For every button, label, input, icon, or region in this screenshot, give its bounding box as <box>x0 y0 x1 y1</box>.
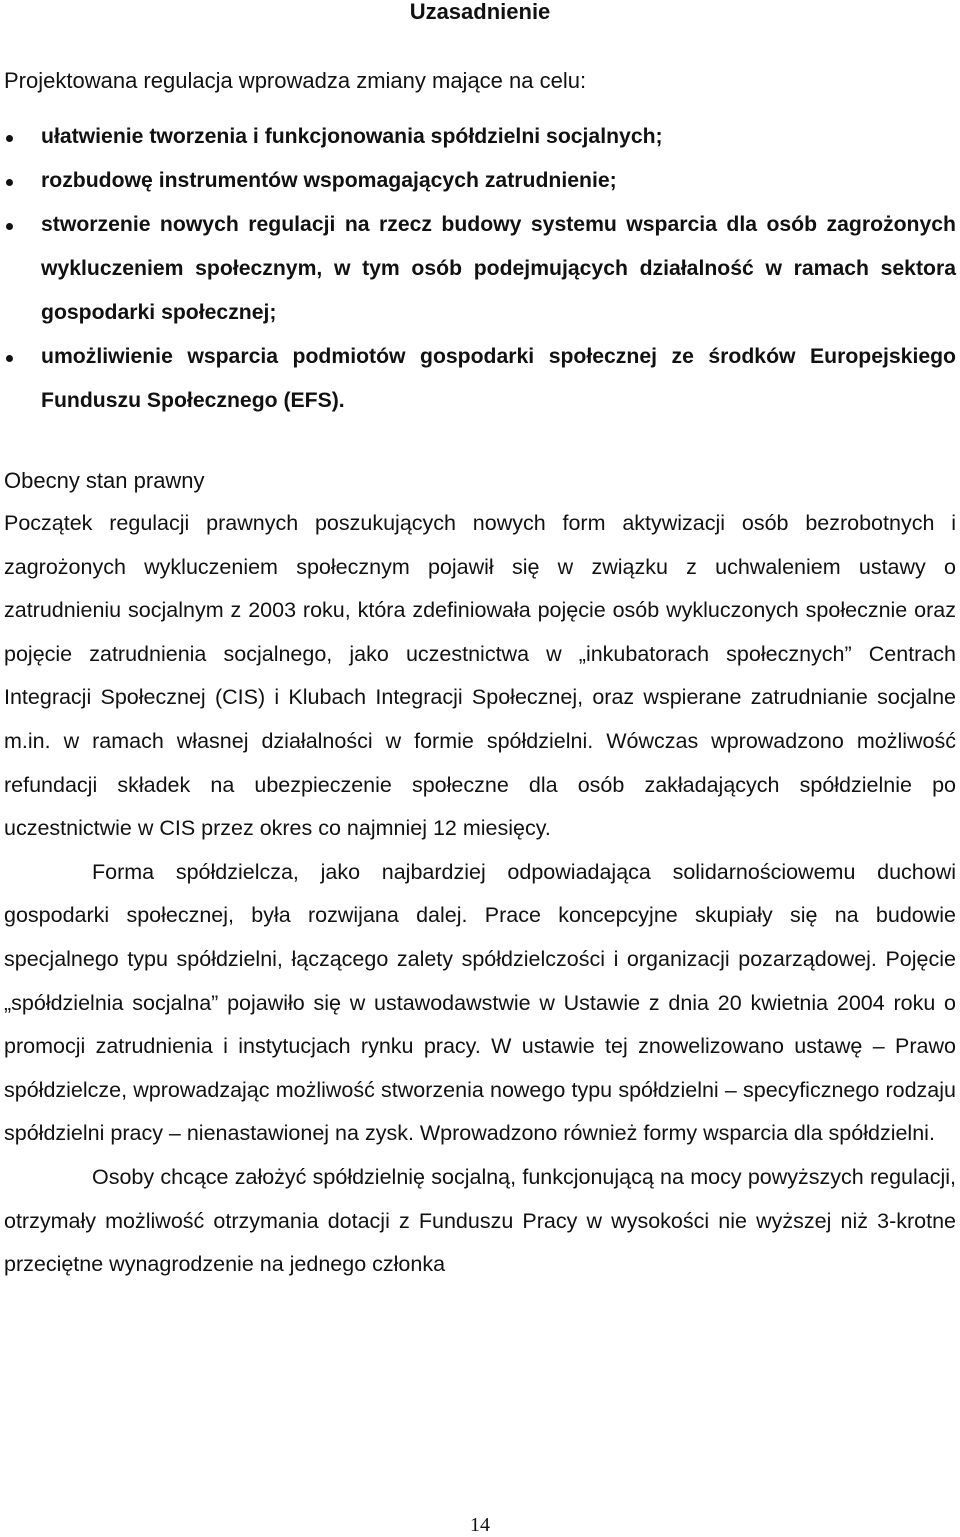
list-item-text: stworzenie nowych regulacji na rzecz budowy systemu wsparcia dla osób zagrożonych wykluczeniem społecznym, w tym osób podejmujących działalność w ramach sektora gospodarki społecznej; <box>41 213 956 324</box>
list-item <box>0 159 956 203</box>
paragraph: Osoby chcące założyć spółdzielnię socjalną, funkcjonującą na mocy powyższych regulacji, otrzymały możliwość otrzymania dotacji z Funduszu Pracy w wysokości nie wyższej niż 3-krotne przeciętne wynagrodzenie na jednego członka <box>4 1164 956 1277</box>
list-item-text: rozbudowę instrumentów wspomagających zatrudnienie; <box>41 169 617 192</box>
list-item <box>0 203 956 335</box>
list-item-text: umożliwienie wsparcia podmiotów gospodarki społecznej ze środków Europejskiego Funduszu Społecznego (EFS). <box>41 345 956 412</box>
section-heading: Obecny stan prawny <box>4 468 205 493</box>
list-item-text: ułatwienie tworzenia i funkcjonowania spółdzielni socjalnych; <box>41 125 663 148</box>
list-item <box>0 335 956 423</box>
paragraph: Początek regulacji prawnych poszukujących nowych form aktywizacji osób bezrobotnych i zagrożonych wykluczeniem społecznym pojawił się w związku z uchwaleniem ustawy o zatrudnieniu socjalnym z 2003 roku, która zdefiniowała pojęcie osób wykluczonych społecznie oraz pojęcie zatrudnienia socjalnego, jako uczestnictwa w „inkubatorach społecznych” Centrach Integracji Społecznej (CIS) i Klubach Integracji Społecznej, oraz wspierane zatrudnianie socjalne m.in. w ramach własnej działalności w formie spółdzielni. Wówczas wprowadzono możliwość refundacji składek na ubezpieczenie społeczne dla osób zakładających spółdzielnie po uczestnictwie w CIS przez okres co najmniej 12 miesięcy. <box>4 511 956 841</box>
bullet-icon <box>6 355 13 362</box>
bullet-icon <box>6 179 13 186</box>
goals-list <box>0 115 956 423</box>
bullet-icon <box>6 223 13 230</box>
paragraph: Forma spółdzielcza, jako najbardziej odpowiadająca solidarnościowemu duchowi gospodarki społecznej, była rozwijana dalej. Prace koncepcyjne skupiały się na budowie specjalnego typu spółdzielni, łączącego zalety spółdzielczości i organizacji pozarządowej. Pojęcie „spółdzielnia socjalna” pojawiło się w ustawodawstwie w Ustawie z dnia 20 kwietnia 2004 roku o promocji zatrudnienia i instytucjach rynku pracy. W ustawie tej znowelizowano ustawę – Prawo spółdzielcze, wprowadzając możliwość stworzenia nowego typu spółdzielni – specyficznego rodzaju spółdzielni pracy – nienastawionej na zysk. Wprowadzono również formy wsparcia dla spółdzielni. <box>4 859 956 1146</box>
bullet-icon <box>6 135 13 142</box>
intro-text: Projektowana regulacja wprowadza zmiany mające na celu: <box>4 68 587 93</box>
list-item <box>0 115 956 159</box>
document-title: Uzasadnienie <box>409 0 551 24</box>
page-number: 14 <box>470 1514 490 1536</box>
body-text <box>4 502 956 1287</box>
